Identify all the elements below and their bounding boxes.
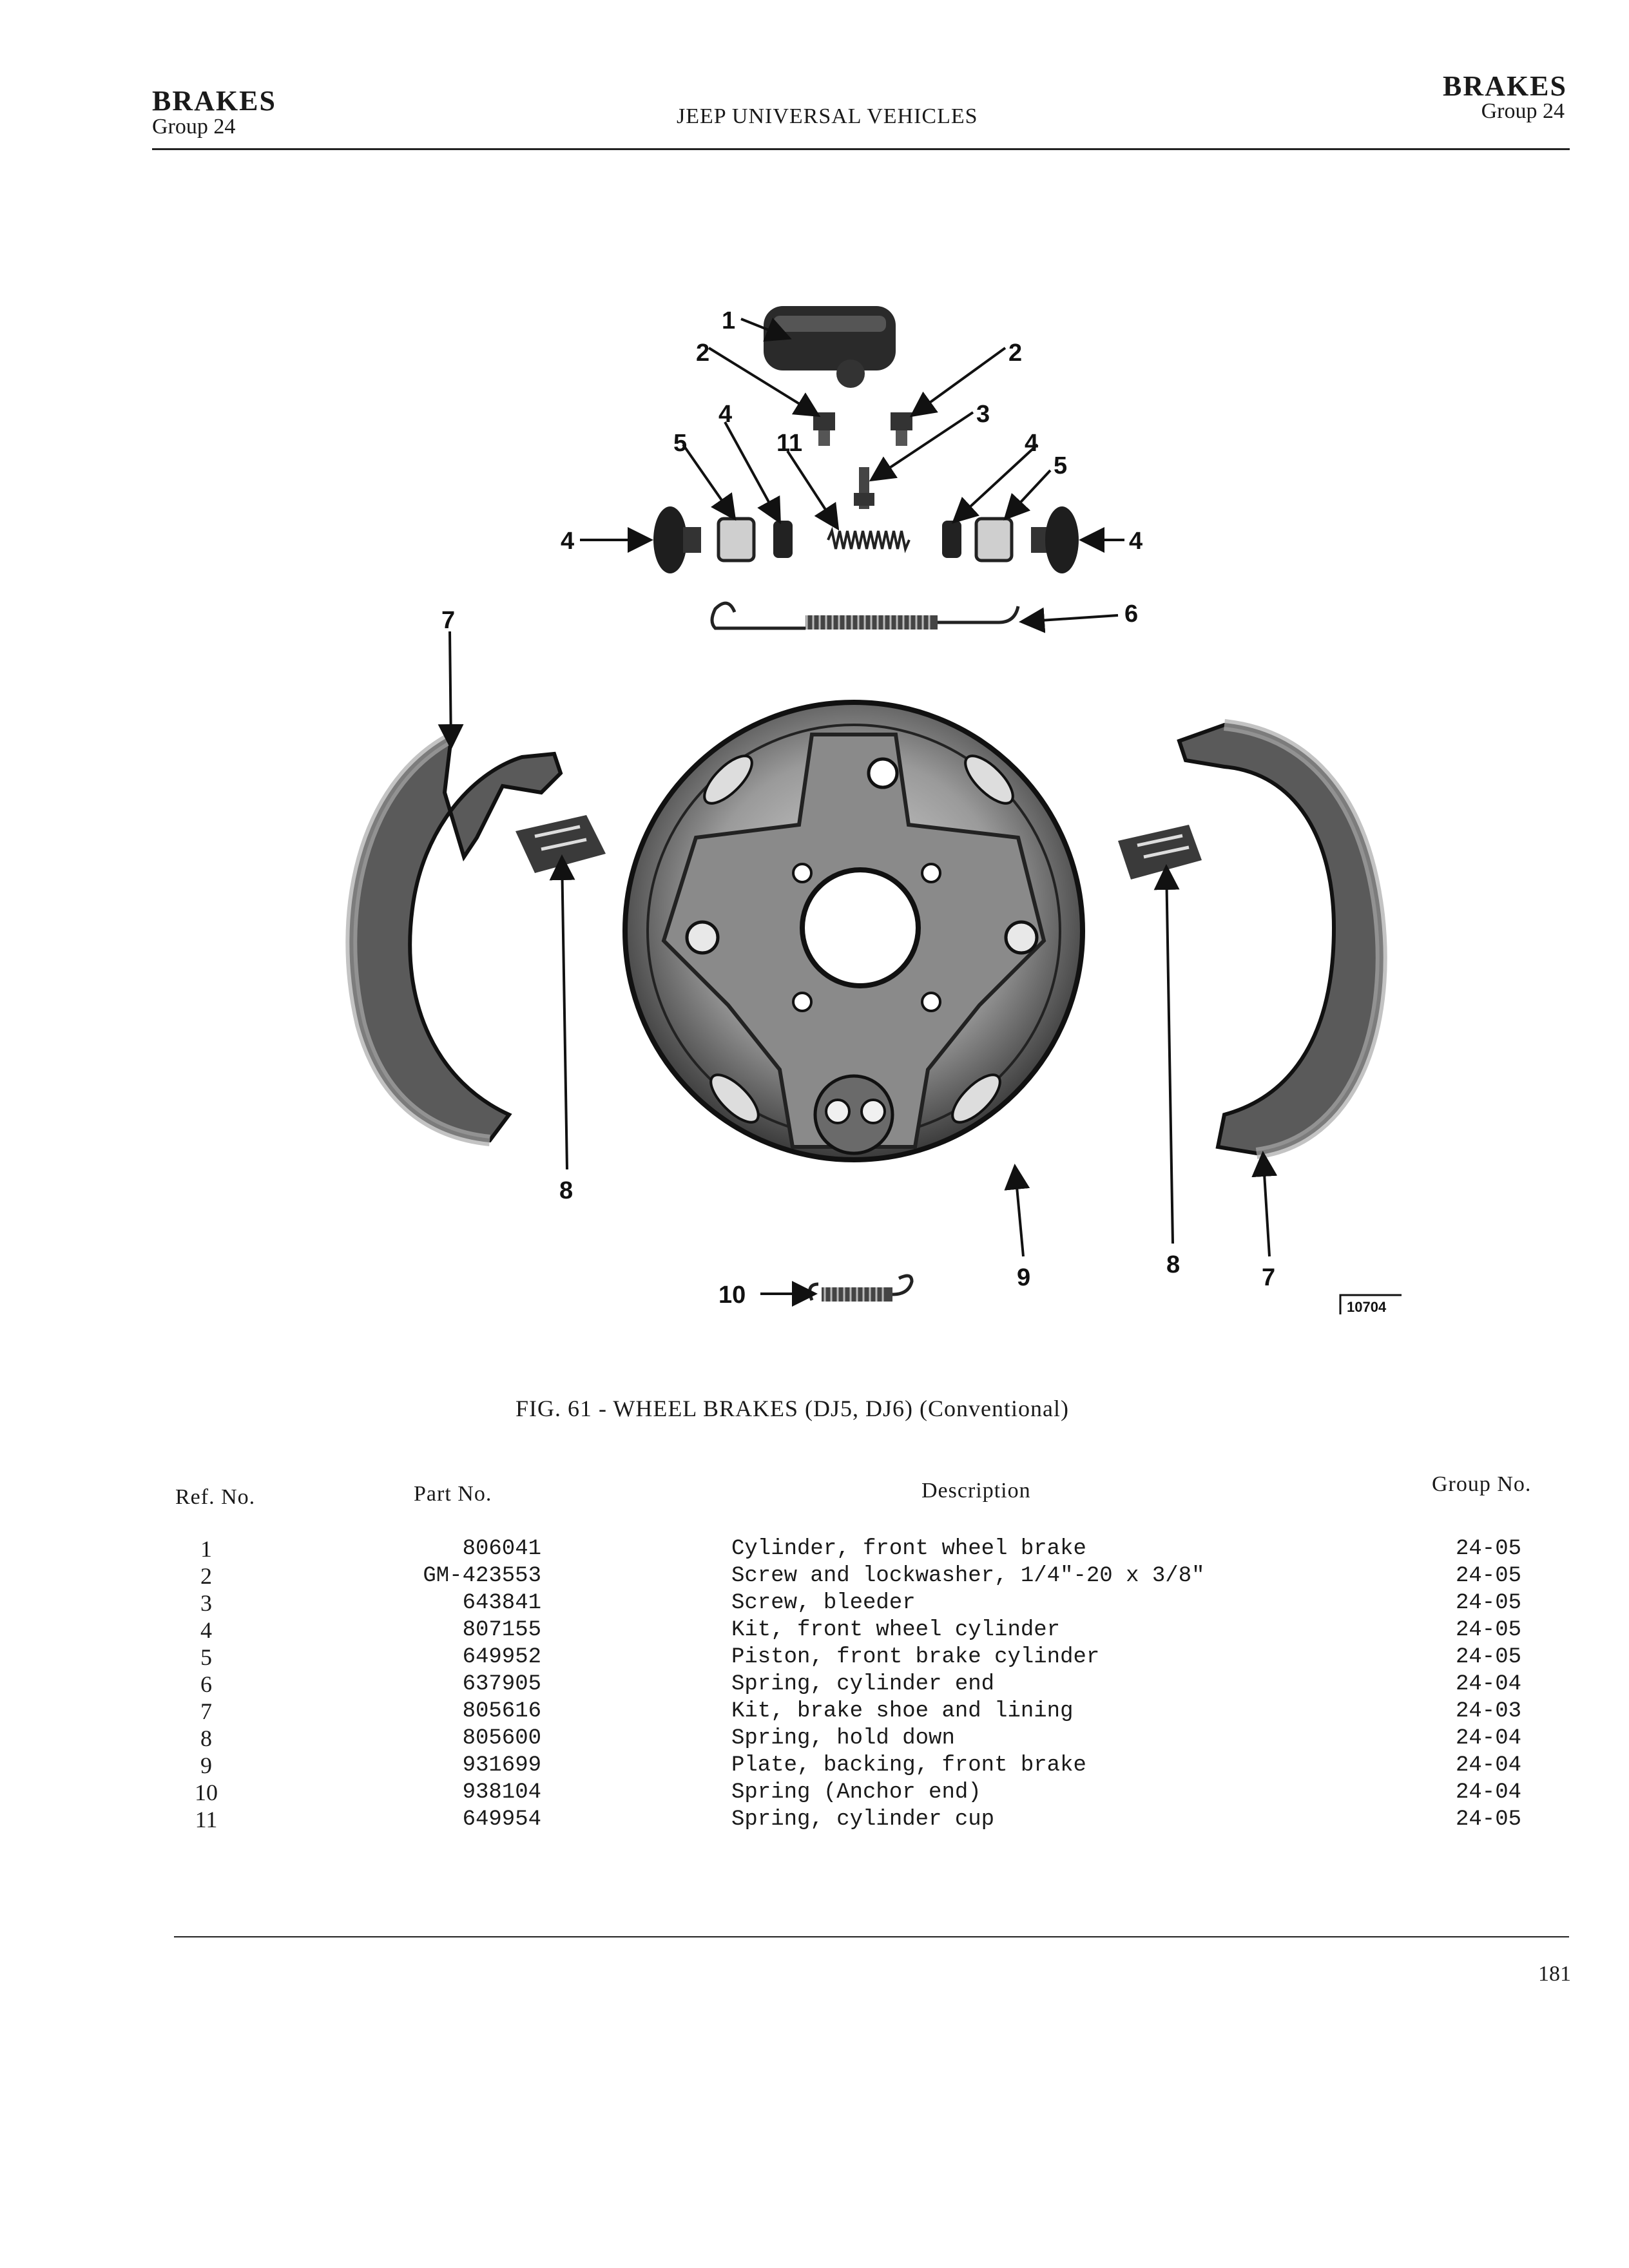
callout-4-a: 4 — [718, 401, 733, 428]
ref-no: 1 — [200, 1536, 212, 1562]
ref-no: 8 — [200, 1725, 212, 1751]
table-row — [0, 1644, 1629, 1671]
group-no: 24-04 — [1455, 1780, 1522, 1805]
ref-no: 10 — [195, 1780, 218, 1805]
col-header-description: Description — [921, 1479, 1031, 1503]
cylinder-cup-spring — [828, 531, 909, 549]
callout-7-left: 7 — [441, 607, 456, 634]
ref-no: 5 — [200, 1644, 212, 1670]
part-no: 807155 — [462, 1618, 541, 1642]
brake-shoe-right — [1179, 725, 1382, 1153]
cylinder-end-spring — [712, 603, 1018, 629]
col-header-ref: Ref. No. — [175, 1485, 256, 1509]
group-no: 24-03 — [1455, 1699, 1522, 1724]
callout-10: 10 — [718, 1282, 746, 1309]
callout-11: 11 — [776, 430, 803, 457]
screw-right — [891, 412, 912, 446]
callout-8-left: 8 — [559, 1177, 574, 1204]
page-number: 181 — [1538, 1962, 1571, 1986]
description: Kit, front wheel cylinder — [731, 1618, 1061, 1642]
group-no: 24-05 — [1455, 1564, 1522, 1588]
group-no: 24-05 — [1455, 1537, 1522, 1561]
part-no: 649954 — [462, 1807, 541, 1832]
ref-no: 2 — [200, 1563, 212, 1589]
group-no: 24-05 — [1455, 1645, 1522, 1669]
description: Screw and lockwasher, 1/4"-20 x 3/8" — [731, 1564, 1205, 1588]
figure-caption: FIG. 61 - WHEEL BRAKES (DJ5, DJ6) (Conventional) — [516, 1396, 1069, 1421]
callout-7-right: 7 — [1262, 1264, 1276, 1291]
part-no: GM-423553 — [423, 1564, 541, 1588]
group-no: 24-05 — [1455, 1618, 1522, 1642]
screw-left — [813, 412, 835, 446]
ref-no: 7 — [200, 1698, 212, 1724]
part-no: 938104 — [462, 1780, 541, 1805]
ref-no: 6 — [200, 1671, 212, 1697]
callout-5-left: 5 — [673, 430, 688, 457]
description: Kit, brake shoe and lining — [731, 1699, 1074, 1724]
header-left-subtitle: Group 24 — [152, 115, 236, 139]
hold-down-spring-left — [516, 815, 606, 873]
ref-no: 9 — [200, 1753, 212, 1778]
table-row — [0, 1752, 1629, 1779]
table-row — [0, 1725, 1629, 1752]
table-row — [0, 1698, 1629, 1725]
group-no: 24-04 — [1455, 1753, 1522, 1778]
callout-4-c: 4 — [561, 528, 575, 555]
group-no: 24-04 — [1455, 1726, 1522, 1751]
group-no: 24-05 — [1455, 1591, 1522, 1615]
table-row — [0, 1779, 1629, 1806]
part-no: 643841 — [462, 1591, 541, 1615]
callout-6: 6 — [1124, 601, 1139, 628]
callout-5-right: 5 — [1054, 452, 1068, 479]
description: Piston, front brake cylinder — [731, 1645, 1100, 1669]
anchor-end-spring — [810, 1276, 912, 1302]
callout-4-b: 4 — [1025, 430, 1039, 457]
callout-3: 3 — [976, 401, 990, 428]
description: Plate, backing, front brake — [731, 1753, 1086, 1778]
ref-no: 3 — [200, 1590, 212, 1616]
part-no: 931699 — [462, 1753, 541, 1778]
callout-8-right: 8 — [1166, 1251, 1181, 1278]
table-row — [0, 1562, 1629, 1590]
header-right-title: BRAKES — [1443, 70, 1567, 102]
description: Cylinder, front wheel brake — [731, 1537, 1086, 1561]
callout-1: 1 — [722, 307, 736, 334]
callout-4-d: 4 — [1129, 528, 1143, 555]
group-no: 24-05 — [1455, 1807, 1522, 1832]
callout-9: 9 — [1017, 1264, 1031, 1291]
description: Spring, cylinder cup — [731, 1807, 995, 1832]
table-row — [0, 1671, 1629, 1698]
bleeder-screw — [854, 467, 874, 509]
part-no: 806041 — [462, 1537, 541, 1561]
table-row — [0, 1590, 1629, 1617]
part-no: 637905 — [462, 1672, 541, 1696]
description: Spring (Anchor end) — [731, 1780, 981, 1805]
header-left-title: BRAKES — [152, 85, 276, 117]
header-right-subtitle: Group 24 — [1481, 99, 1565, 123]
ref-no: 11 — [195, 1807, 218, 1832]
backing-plate — [625, 702, 1083, 1160]
ref-no: 4 — [200, 1617, 212, 1643]
part-no: 805600 — [462, 1726, 541, 1751]
table-row — [0, 1617, 1629, 1644]
description: Screw, bleeder — [731, 1591, 916, 1615]
description: Spring, hold down — [731, 1726, 955, 1751]
col-header-part: Part No. — [414, 1482, 492, 1506]
callout-2-left: 2 — [696, 340, 710, 367]
part-no: 805616 — [462, 1699, 541, 1724]
callout-2-right: 2 — [1008, 340, 1023, 367]
wheel-cylinder — [764, 306, 896, 388]
group-no: 24-04 — [1455, 1672, 1522, 1696]
table-row — [0, 1806, 1629, 1833]
part-no: 649952 — [462, 1645, 541, 1669]
description: Spring, cylinder end — [731, 1672, 995, 1696]
brake-shoe-left — [351, 738, 561, 1140]
figure-code: 10704 — [1347, 1299, 1387, 1315]
col-header-group: Group No. — [1432, 1472, 1532, 1496]
footer-rule — [174, 1936, 1569, 1937]
table-row — [0, 1535, 1629, 1562]
hold-down-spring-right — [1118, 825, 1202, 879]
header-center-title: JEEP UNIVERSAL VEHICLES — [677, 104, 978, 128]
